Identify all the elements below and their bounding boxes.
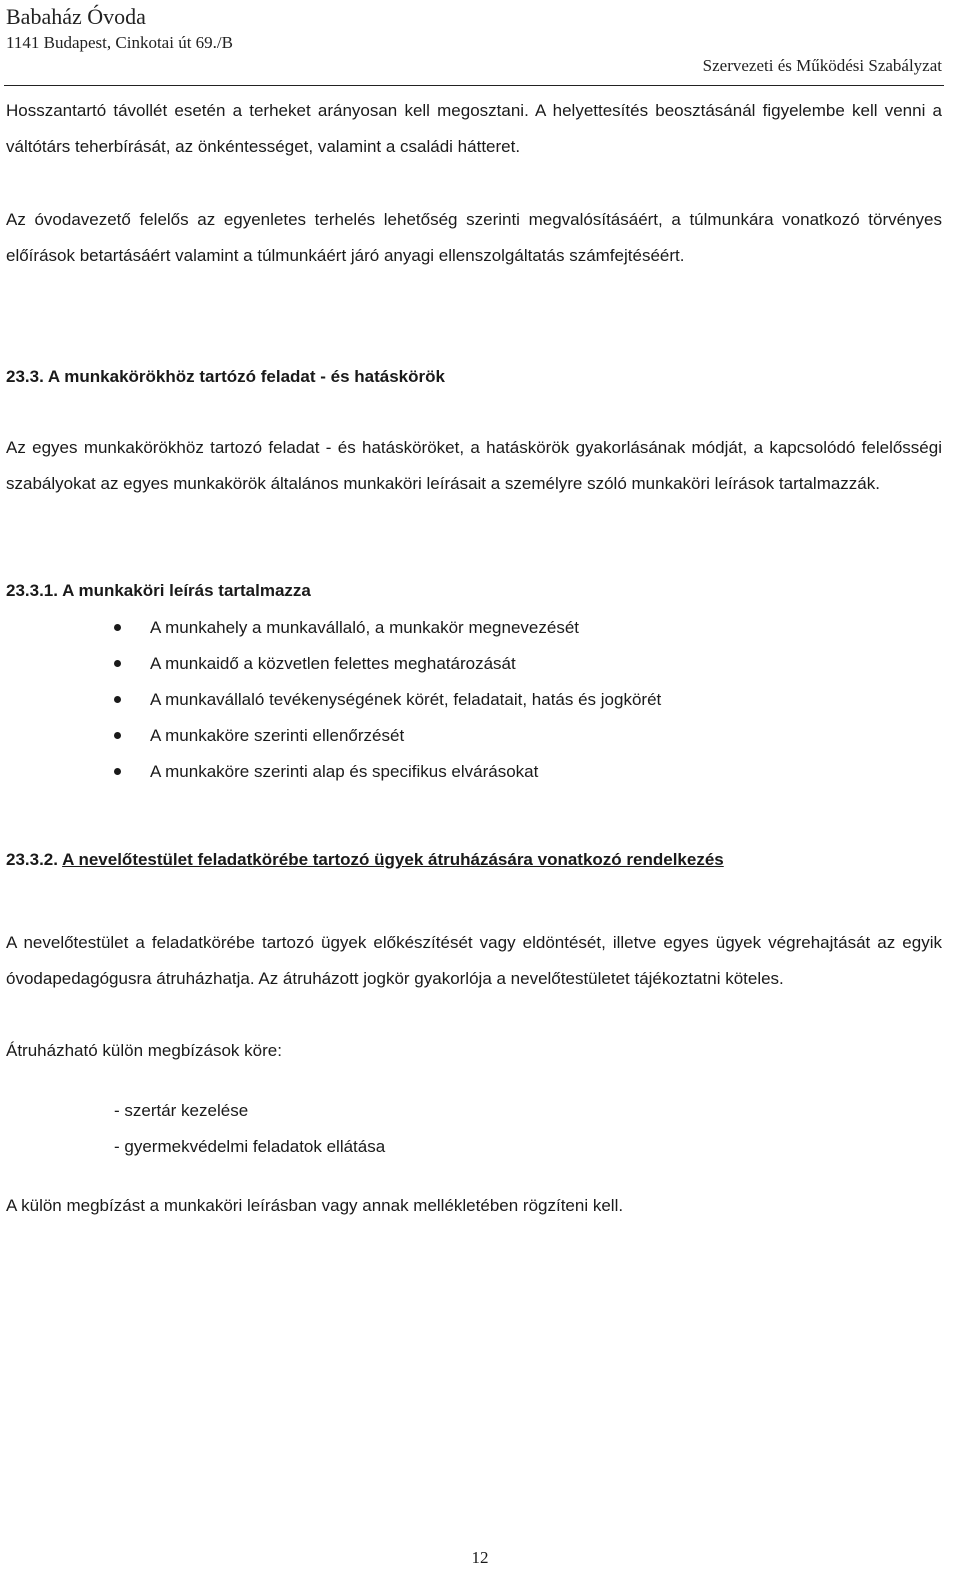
list-item-text: A munkaköre szerinti alap és specifikus elvárásokat bbox=[150, 762, 539, 781]
delegable-task-list bbox=[114, 1093, 385, 1165]
list-item: - gyermekvédelmi feladatok ellátása bbox=[114, 1137, 386, 1156]
list-item bbox=[114, 754, 814, 790]
bullet-icon bbox=[114, 624, 121, 631]
job-description-bullet-list bbox=[114, 610, 814, 790]
header-document-title: Szervezeti és Működési Szabályzat bbox=[702, 56, 942, 75]
list-item bbox=[114, 646, 814, 682]
section-heading-23-3: 23.3. A munkakörökhöz tartózó feladat - és hatáskörök bbox=[6, 367, 445, 386]
list-item-text: A munkaköre szerinti ellenőrzését bbox=[150, 726, 405, 745]
bullet-icon bbox=[114, 696, 121, 703]
bullet-icon bbox=[114, 768, 121, 775]
header-divider bbox=[4, 85, 944, 86]
header-address: 1141 Budapest, Cinkotai út 69./B bbox=[6, 33, 233, 52]
list-item-text: A munkahely a munkavállaló, a munkakör megnevezését bbox=[150, 618, 580, 637]
paragraph-absence: Hosszantartó távollét esetén a terheket arányosan kell megosztani. A helyettesítés beosztásánál figyelembe kell venni a váltótárs teherbírását, az önkéntességet, valamint a családi hátteret. bbox=[6, 101, 942, 156]
section-number: 23.3.2. bbox=[6, 850, 58, 869]
list-item bbox=[114, 610, 814, 646]
section-heading-23-3-2 bbox=[6, 849, 724, 871]
bullet-icon bbox=[114, 732, 121, 739]
bullet-icon bbox=[114, 660, 121, 667]
header-org-name: Babaház Óvoda bbox=[6, 4, 146, 29]
paragraph-delegable-tasks: Átruházható külön megbízások köre: bbox=[6, 1041, 282, 1060]
paragraph-recording: A külön megbízást a munkaköri leírásban vagy annak mellékletében rögzíteni kell. bbox=[6, 1196, 624, 1215]
list-item-text: A munkaidő a közvetlen felettes meghatározását bbox=[150, 654, 516, 673]
section-heading-23-3-1: 23.3.1. A munkaköri leírás tartalmazza bbox=[6, 581, 311, 600]
page-number: 12 bbox=[471, 1548, 489, 1567]
section-title: A nevelőtestület feladatkörébe tartozó ügyek átruházására vonatkozó rendelkezés bbox=[62, 850, 724, 869]
list-item bbox=[114, 718, 814, 754]
list-item bbox=[114, 682, 814, 718]
paragraph-overtime: Az óvodavezető felelős az egyenletes terhelés lehetőség szerinti megvalósításáért, a túlmunkára vonatkozó törvényes előírások betartásáért valamint a túlmunkáért járó anyagi ellenszolgáltatás számfejtéséért. bbox=[6, 210, 942, 265]
paragraph-delegation: A nevelőtestület a feladatkörébe tartozó ügyek előkészítését vagy eldöntését, illetve egyes ügyek végrehajtását az egyik óvodapedagógusra átruházhatja. Az átruházott jogkör gyakorlója a nevelőtestületet tájékoztatni köteles. bbox=[6, 933, 942, 988]
paragraph-job-duties: Az egyes munkakörökhöz tartozó feladat - és hatásköröket, a hatáskörök gyakorlásának módját, a kapcsolódó felelősségi szabályokat az egyes munkakörök általános munkaköri leírásait a személyre szóló munkaköri leírások tartalmazzák. bbox=[6, 438, 942, 493]
list-item: - szertár kezelése bbox=[114, 1101, 249, 1120]
list-item-text: A munkavállaló tevékenységének körét, feladatait, hatás és jogkörét bbox=[150, 690, 662, 709]
